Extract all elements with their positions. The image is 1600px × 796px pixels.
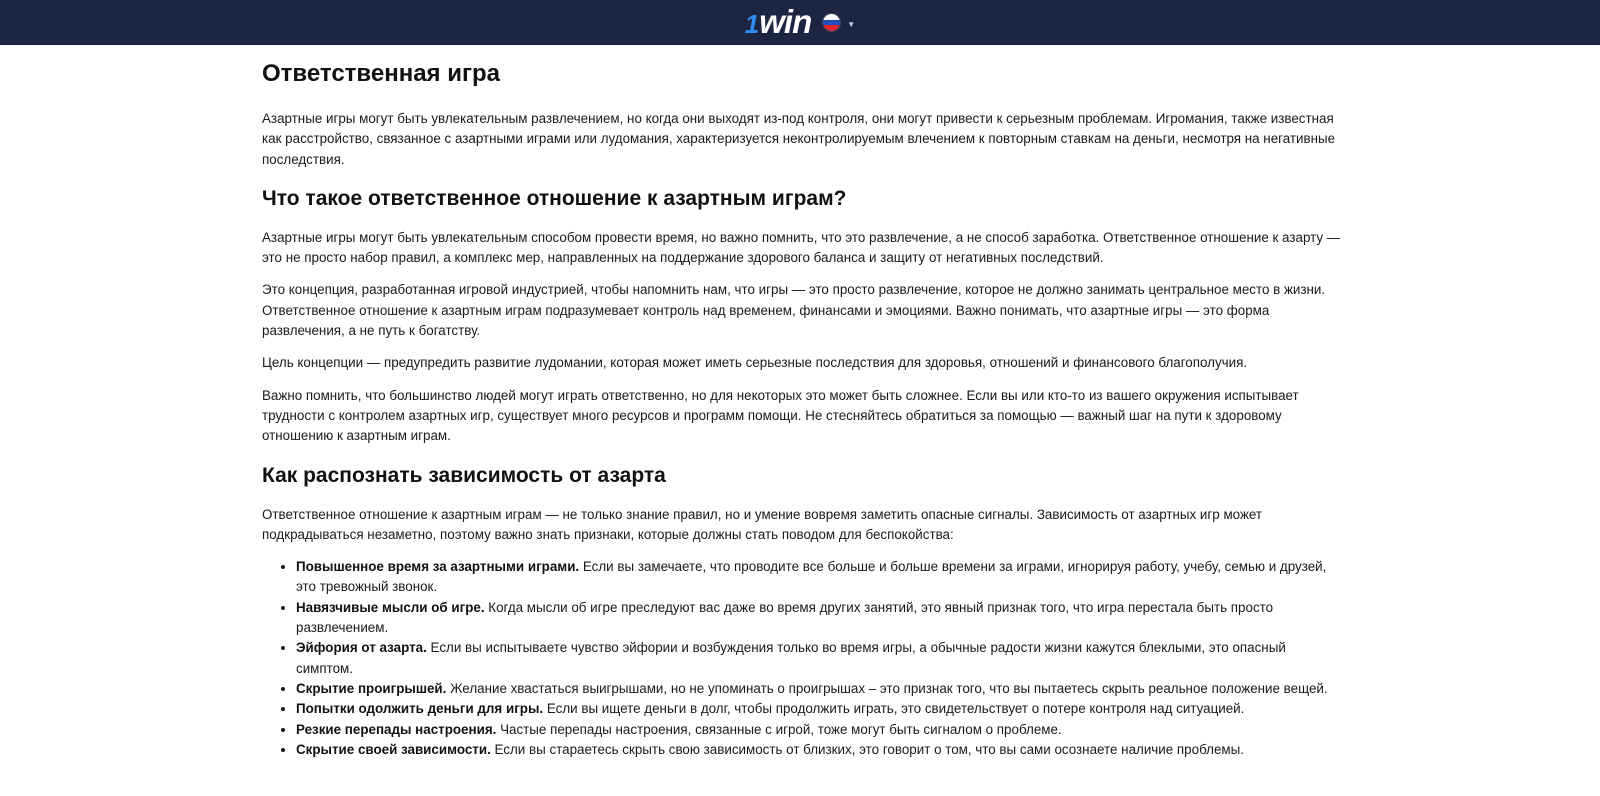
intro-paragraph: Азартные игры могут быть увлекательным развлечением, но когда они выходят из-под контроля, они могут привести к серьезным проблемам. Игромания, также известная как расстройство, связанное с азартными играми или лудомания, характеризуется неконтролируемым влечением к повторным ставкам на деньги, несмотря на негативные последствия. [262,111,1336,167]
section-heading-signs: Как распознать зависимость от азарта [262,463,666,487]
sign-title: Скрытие своей зависимости. [296,741,491,757]
chevron-down-icon: ▼ [847,19,856,29]
list-item [296,720,1342,740]
sign-text: Частые перепады настроения, связанные с игрой, тоже могут быть сигналом о проблеме. [496,721,1062,737]
list-item [296,699,1342,719]
section1-paragraph: Это концепция, разработанная игровой индустрией, чтобы напомнить нам, что игры — это просто развлечение, которое не должно занимать центральное место в жизни. Ответственное отношение к азартным играм подразумевает контроль над временем, финансами и эмоциями. Важно понимать, что азартные игры — это форма развлечения, а не путь к богатству. [262,282,1326,339]
sign-title: Навязчивые мысли об игре. [296,599,485,615]
sign-title: Попытки одолжить деньги для игры. [296,701,544,717]
logo-number: 1 [744,9,759,39]
section1-paragraph: Азартные игры могут быть увлекательным способом провести время, но важно помнить, что это развлечение, а не способ заработка. Ответственное отношение к азарту — это не просто набор правил, а комплекс мер, направленных на поддержание здорового баланса и защиту от негативных последствий. [262,229,1341,266]
sign-title: Резкие перепады настроения. [296,721,497,737]
sign-title: Скрытие проигрышей. [296,680,447,696]
sign-title: Эйфория от азарта. [296,640,427,656]
ru-flag-icon [823,14,840,31]
section-heading-responsible: Что такое ответственное отношение к азартным играм? [262,186,847,210]
article-content [262,45,1342,760]
list-item [296,598,1342,639]
logo-word: win [759,3,812,40]
sign-text: Когда мысли об игре преследуют вас даже во время других занятий, это явный признак того, что игра перестала быть просто развлечением. [296,599,1274,636]
brand-logo[interactable] [745,5,811,38]
signs-list [262,557,1342,760]
list-item [296,740,1342,760]
sign-text: Если вы испытываете чувство эйфории и возбуждения только во время игры, а обычные радости жизни кажутся блеклыми, это опасный симптом. [296,640,1286,676]
top-navigation-bar [0,0,1600,45]
section1-paragraph: Важно помнить, что большинство людей могут играть ответственно, но для некоторых это может быть сложнее. Если вы или кто-то из вашего окружения испытывает трудности с контролем азартных игр, существует много ресурсов и программ помощи. Не стесняйтесь обратиться за помощью — важный шаг на пути к здоровому отношению к азартным играм. [262,387,1299,444]
section1-paragraph: Цель концепции — предупредить развитие лудомании, которая может иметь серьезные последствия для здоровья, отношений и финансового благополучия. [262,355,1248,371]
sign-title: Повышенное время за азартными играми. [296,559,580,575]
language-selector[interactable] [823,14,855,31]
page-title: Ответственная игра [262,60,500,87]
sign-text: Если вы замечаете, что проводите все больше и больше времени за играми, игнорируя работу, учебу, семью и друзей, это тревожный звонок. [296,559,1327,595]
sign-text: Если вы стараетесь скрыть свою зависимость от близких, это говорит о том, что вы сами осознаете наличие проблемы. [490,741,1244,757]
sign-text: Желание хвастаться выигрышами, но не упоминать о проигрышах – это признак того, что вы пытаетесь скрыть реальное положение вещей. [446,680,1328,696]
section2-intro: Ответственное отношение к азартным играм — не только знание правил, но и умение вовремя заметить опасные сигналы. Зависимость от азартных игр может подкрадываться незаметно, поэтому важно знать признаки, которые должны стать поводом для беспокойства: [262,506,1263,542]
sign-text: Если вы ищете деньги в долг, чтобы продолжить играть, это свидетельствует о потере контроля над ситуацией. [543,701,1245,717]
list-item [296,638,1342,679]
list-item [296,557,1342,598]
list-item [296,679,1342,699]
